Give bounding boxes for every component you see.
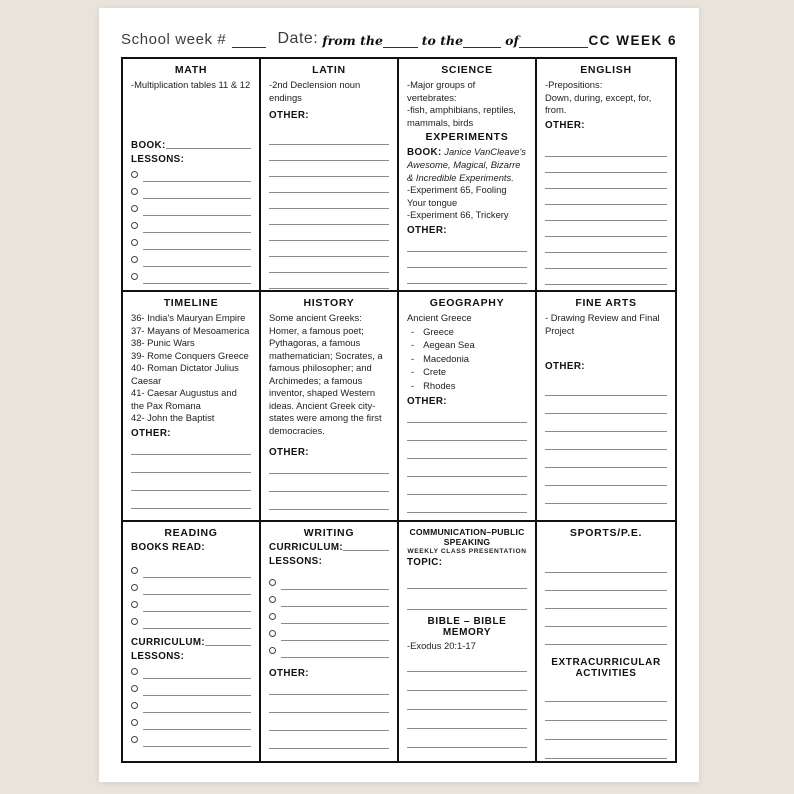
book-label: BOOK: bbox=[407, 147, 442, 158]
ruled-line bbox=[545, 414, 667, 432]
fine-arts-title: FINE ARTS bbox=[575, 297, 637, 309]
ruled-line bbox=[407, 691, 527, 710]
ruled-line bbox=[407, 589, 527, 610]
ruled-line bbox=[269, 257, 389, 273]
geography-item: - Rhodes bbox=[407, 379, 527, 393]
from-the-label: from the bbox=[322, 33, 383, 48]
lesson-line bbox=[131, 250, 251, 267]
bullet-icon bbox=[269, 613, 276, 620]
science-line1: -Major groups of vertebrates: bbox=[407, 79, 476, 103]
topic-label: TOPIC: bbox=[407, 557, 443, 568]
ruled-line bbox=[545, 573, 667, 591]
ruled-line bbox=[545, 609, 667, 627]
lesson-line bbox=[131, 696, 251, 713]
timeline-title: TIMELINE bbox=[163, 297, 219, 309]
extracurricular-header: EXTRACURRICULAR ACTIVITIES bbox=[551, 657, 661, 679]
english-title: ENGLISH bbox=[580, 64, 632, 76]
bullet-icon bbox=[131, 273, 138, 280]
ruled-line bbox=[269, 458, 389, 474]
science-book-title: Janice VanCleave's Awesome, Magical, Bizarre & Incredible Experiments. bbox=[407, 146, 526, 183]
geography-item: - Macedonia bbox=[407, 352, 527, 366]
ruled-line bbox=[407, 459, 527, 477]
other-label: OTHER: bbox=[269, 447, 309, 458]
ruled-line bbox=[407, 748, 527, 762]
ruled-line bbox=[545, 432, 667, 450]
lesson-line bbox=[131, 182, 251, 199]
ruled-line bbox=[131, 473, 251, 491]
science-experiment1: -Experiment 65, Fooling Your tongue bbox=[407, 184, 507, 208]
geography-item: - Greece bbox=[407, 325, 527, 339]
ruled-line bbox=[407, 495, 527, 513]
lesson-line bbox=[269, 624, 389, 641]
communication-subtitle: WEEKLY CLASS PRESENTATION bbox=[407, 548, 527, 555]
lessons-label: LESSONS: bbox=[131, 651, 185, 662]
ruled-line bbox=[545, 759, 667, 761]
timeline-item: 40- Roman Dictator Julius Caesar bbox=[131, 362, 239, 386]
ruled-line bbox=[269, 510, 389, 522]
bullet-icon bbox=[131, 256, 138, 263]
ruled-line bbox=[407, 407, 527, 423]
sports-box bbox=[537, 522, 675, 761]
ruled-line bbox=[131, 509, 251, 523]
ruled-line bbox=[545, 591, 667, 609]
book-line bbox=[131, 561, 251, 578]
reading-box bbox=[123, 522, 261, 761]
lesson-line bbox=[269, 641, 389, 658]
lesson-line bbox=[269, 573, 389, 590]
math-content: -Multiplication tables 11 & 12 bbox=[131, 79, 251, 90]
bible-header: BIBLE – BIBLE MEMORY bbox=[427, 616, 507, 638]
ruled-line bbox=[407, 729, 527, 748]
communication-box bbox=[399, 522, 537, 761]
from-blank bbox=[383, 35, 418, 48]
communication-title: COMMUNICATION–PUBLIC SPEAKING bbox=[409, 527, 525, 547]
ruled-line bbox=[407, 268, 527, 284]
reading-curriculum-row bbox=[131, 637, 251, 648]
bullet-icon bbox=[131, 668, 138, 675]
other-label: OTHER: bbox=[269, 668, 309, 679]
other-label: OTHER: bbox=[545, 361, 585, 372]
writing-title: WRITING bbox=[303, 527, 355, 539]
timeline-box bbox=[123, 292, 261, 522]
ruled-line bbox=[545, 141, 667, 157]
bullet-icon bbox=[131, 222, 138, 229]
science-title: SCIENCE bbox=[441, 64, 493, 76]
timeline-item: 37- Mayans of Mesoamerica bbox=[131, 324, 250, 336]
other-label: OTHER: bbox=[407, 224, 447, 236]
geography-item: - Crete bbox=[407, 365, 527, 379]
ruled-line bbox=[131, 491, 251, 509]
timeline-item: 42- John the Baptist bbox=[131, 412, 215, 423]
science-box bbox=[399, 59, 537, 292]
ruled-line bbox=[407, 236, 527, 252]
writing-curriculum-row bbox=[269, 542, 389, 553]
planner-grid bbox=[121, 57, 677, 763]
curriculum-label: CURRICULUM: bbox=[269, 542, 344, 553]
ruled-line bbox=[545, 205, 667, 221]
ruled-line bbox=[407, 441, 527, 459]
geography-item: - Aegean Sea bbox=[407, 338, 527, 352]
ruled-line bbox=[545, 189, 667, 205]
ruled-line bbox=[545, 468, 667, 486]
lesson-line bbox=[131, 216, 251, 233]
bullet-icon bbox=[131, 685, 138, 692]
bullet-icon bbox=[131, 171, 138, 178]
bullet-icon bbox=[131, 584, 138, 591]
geography-heading: Ancient Greece bbox=[407, 312, 472, 323]
ruled-line bbox=[545, 450, 667, 468]
science-book bbox=[407, 146, 527, 184]
bullet-icon bbox=[131, 618, 138, 625]
ruled-line bbox=[545, 237, 667, 253]
to-the-label: to the bbox=[421, 33, 464, 48]
reading-title: READING bbox=[164, 527, 218, 539]
lesson-line bbox=[131, 730, 251, 747]
to-blank bbox=[463, 35, 501, 48]
ruled-line bbox=[269, 145, 389, 161]
timeline-item: 36- India's Mauryan Empire bbox=[131, 312, 246, 323]
ruled-line bbox=[545, 396, 667, 414]
sports-title: SPORTS/P.E. bbox=[569, 527, 643, 539]
ruled-line bbox=[269, 225, 389, 241]
history-content: Some ancient Greeks: Homer, a famous poet; Pythagoras, a famous mathematician; Socrates, a famous philosopher; and Archimedes; a famous inventor, shaped Western ideas. Ancient Greek city-states were among the first democracies. bbox=[269, 312, 383, 436]
geography-title: GEOGRAPHY bbox=[429, 297, 505, 309]
curriculum-blank bbox=[343, 550, 389, 551]
ruled-line bbox=[407, 672, 527, 691]
geography-box bbox=[399, 292, 537, 522]
ruled-line bbox=[269, 731, 389, 749]
bullet-icon bbox=[269, 630, 276, 637]
lesson-line bbox=[269, 607, 389, 624]
page-header bbox=[99, 8, 699, 57]
latin-content: -2nd Declension noun endings bbox=[269, 79, 361, 103]
ruled-line bbox=[545, 552, 667, 573]
math-book-row bbox=[131, 140, 251, 151]
ruled-line bbox=[131, 455, 251, 473]
ruled-line bbox=[407, 710, 527, 729]
science-experiment2: -Experiment 66, Trickery bbox=[407, 209, 509, 221]
books-read-label: BOOKS READ: bbox=[131, 542, 206, 553]
book-line bbox=[131, 595, 251, 612]
latin-box bbox=[261, 59, 399, 292]
fine-arts-box bbox=[537, 292, 675, 522]
english-box bbox=[537, 59, 675, 292]
bullet-icon bbox=[131, 702, 138, 709]
ruled-line bbox=[269, 273, 389, 289]
lesson-line bbox=[131, 713, 251, 730]
date-label: Date: bbox=[277, 30, 319, 47]
ruled-line bbox=[131, 439, 251, 455]
curriculum-blank bbox=[205, 645, 251, 646]
ruled-line bbox=[407, 423, 527, 441]
ruled-line bbox=[269, 492, 389, 510]
timeline-item: 38- Punic Wars bbox=[131, 337, 195, 348]
experiments-header: EXPERIMENTS bbox=[425, 131, 509, 143]
lesson-line bbox=[131, 199, 251, 216]
geography-list bbox=[407, 325, 527, 393]
ruled-line bbox=[545, 269, 667, 285]
timeline-item: 41- Caesar Augustus and the Pax Romana bbox=[131, 387, 237, 411]
bullet-icon bbox=[131, 736, 138, 743]
other-label: OTHER: bbox=[545, 119, 585, 131]
of-label: of bbox=[505, 33, 519, 48]
history-title: HISTORY bbox=[303, 297, 355, 309]
lesson-line bbox=[131, 679, 251, 696]
bullet-icon bbox=[131, 188, 138, 195]
bullet-icon bbox=[269, 596, 276, 603]
planner-page bbox=[99, 8, 699, 782]
science-line2: -fish, amphibians, reptiles, mammals, birds bbox=[407, 104, 516, 128]
ruled-line bbox=[269, 209, 389, 225]
bullet-icon bbox=[131, 601, 138, 608]
english-line1: -Prepositions: bbox=[545, 79, 603, 90]
history-box bbox=[261, 292, 399, 522]
bullet-icon bbox=[131, 239, 138, 246]
bible-content: -Exodus 20:1-17 bbox=[407, 640, 476, 651]
lesson-line bbox=[131, 267, 251, 284]
timeline-item: 39- Rome Conquers Greece bbox=[131, 349, 249, 361]
ruled-line bbox=[545, 740, 667, 759]
ruled-line bbox=[269, 679, 389, 695]
school-week-label: School week # bbox=[121, 31, 227, 48]
ruled-line bbox=[269, 713, 389, 731]
bullet-icon bbox=[131, 205, 138, 212]
bullet-icon bbox=[269, 579, 276, 586]
writing-box bbox=[261, 522, 399, 761]
math-box bbox=[123, 59, 261, 292]
ruled-line bbox=[269, 193, 389, 209]
school-week-blank bbox=[232, 35, 265, 48]
ruled-line bbox=[545, 627, 667, 645]
math-title: MATH bbox=[174, 64, 208, 76]
ruled-line bbox=[545, 721, 667, 740]
bullet-icon bbox=[269, 647, 276, 654]
ruled-line bbox=[407, 653, 527, 672]
cc-week-badge: CC WEEK 6 bbox=[588, 33, 677, 48]
ruled-line bbox=[269, 474, 389, 492]
bullet-icon bbox=[131, 719, 138, 726]
ruled-line bbox=[545, 702, 667, 721]
ruled-line bbox=[407, 568, 527, 589]
book-line bbox=[131, 578, 251, 595]
ruled-line bbox=[269, 177, 389, 193]
ruled-line bbox=[545, 681, 667, 702]
lessons-label: LESSONS: bbox=[269, 556, 323, 567]
book-label: BOOK: bbox=[131, 140, 166, 151]
other-label: OTHER: bbox=[269, 110, 309, 121]
lesson-line bbox=[131, 233, 251, 250]
lesson-line bbox=[131, 165, 251, 182]
fine-arts-content: - Drawing Review and Final Project bbox=[545, 312, 660, 336]
ruled-line bbox=[269, 129, 389, 145]
ruled-line bbox=[545, 221, 667, 237]
curriculum-label: CURRICULUM: bbox=[131, 637, 206, 648]
bullet-icon bbox=[131, 567, 138, 574]
lesson-line bbox=[131, 662, 251, 679]
book-blank bbox=[166, 148, 251, 149]
lessons-label: LESSONS: bbox=[131, 154, 185, 165]
other-label: OTHER: bbox=[131, 427, 171, 439]
lesson-line bbox=[269, 590, 389, 607]
ruled-line bbox=[545, 380, 667, 396]
ruled-line bbox=[545, 504, 667, 522]
book-line bbox=[131, 612, 251, 629]
english-line2: Down, during, except, for, from. bbox=[545, 91, 652, 115]
ruled-line bbox=[269, 241, 389, 257]
ruled-line bbox=[407, 477, 527, 495]
ruled-line bbox=[545, 157, 667, 173]
ruled-line bbox=[269, 161, 389, 177]
ruled-line bbox=[269, 695, 389, 713]
ruled-line bbox=[545, 173, 667, 189]
of-blank bbox=[519, 35, 589, 48]
latin-title: LATIN bbox=[312, 64, 346, 76]
other-label: OTHER: bbox=[407, 395, 447, 407]
ruled-line bbox=[545, 253, 667, 269]
ruled-line bbox=[545, 486, 667, 504]
ruled-line bbox=[407, 252, 527, 268]
